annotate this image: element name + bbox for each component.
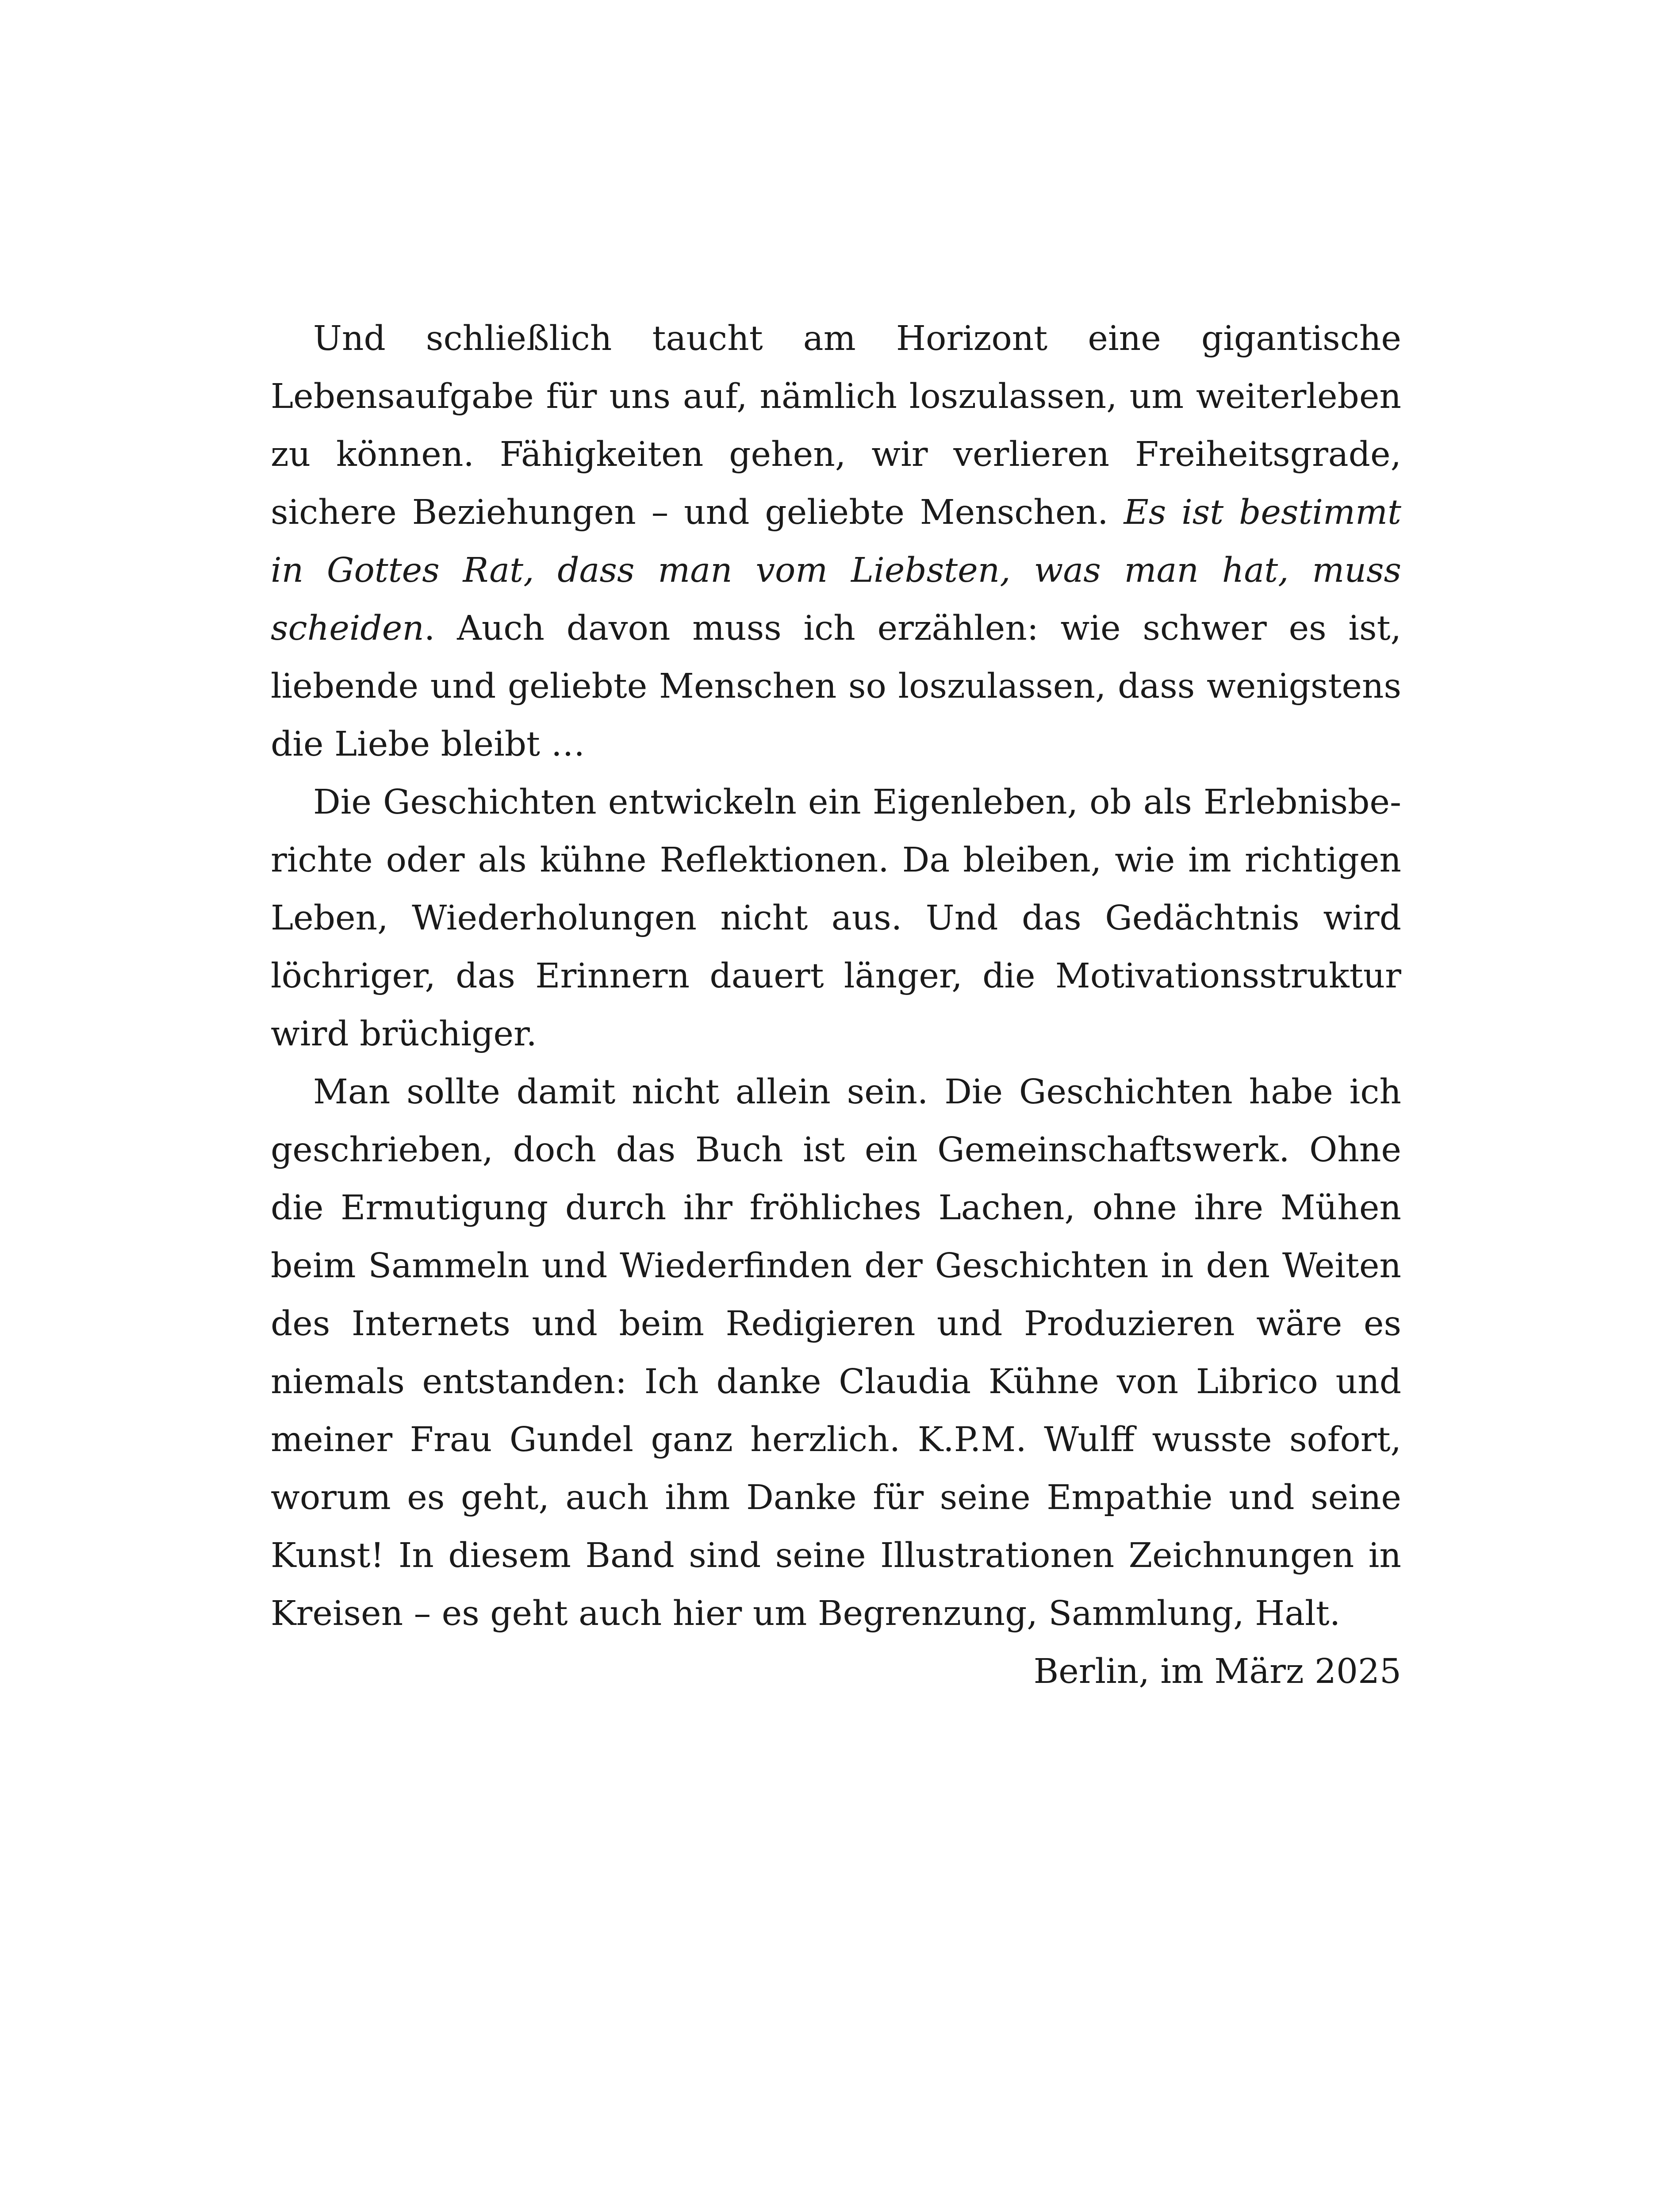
quote-gottes-rat: Es ist bestimmt in Gottes Rat, dass man vom Liebsten, was man hat, muss scheiden xyxy=(271,493,1401,648)
paragraph-1-continuation: . Auch davon muss ich erzählen: wie schwer es ist, liebende und geliebte Menschen so loszulassen, dass wenigstens die Liebe bleibt … xyxy=(271,609,1401,764)
paragraph-1-intro: Und schließlich taucht am Horizont eine gigantische Lebensaufgabe für uns auf, nämlich loszulassen, um weiterleben zu können. Fähigkeiten gehen, wir verlieren Freiheitsgrade, sichere Beziehungen – und geliebte Menschen. xyxy=(271,319,1401,532)
paragraph-danksagung: Man sollte damit nicht allein sein. Die Geschichten habe ich geschrieben, doch das Buch ist ein Gemeinschaftswerk. Ohne die Ermutigung durch ihr fröhliches Lachen, ohne ihre Mühen beim Sammeln und Wiederfinden der Geschichten in den Weiten des Internets und beim Redigieren und Produzieren wäre es niemals entstanden: Ich danke Claudia Kühne von Librico und meiner Frau Gundel ganz herzlich. K.P.M. Wulff wusste sofort, worum es geht, auch ihm Danke für seine Empathie und seine Kunst! In diesem Band sind seine Illustrationen Zeichnungen in Kreisen – es geht auch hier um Begrenzung, Sammlung, Halt. xyxy=(271,1072,1401,1633)
signature-place-date: Berlin, im März 2025 xyxy=(1033,1652,1401,1691)
body-text xyxy=(271,310,1401,1701)
paragraph-geschichten: Die Geschichten entwickeln ein Eigenleben, ob als Erlebnisberichte oder als kühne Reflektionen. Da bleiben, wie im richtigen Leben, Wiederholungen nicht aus. Und das Gedächtnis wird löchriger, das Erinnern dauert länger, die Motivationsstruktur wird brüchiger. xyxy=(271,783,1401,1054)
paragraph-loslassen xyxy=(271,310,1401,773)
